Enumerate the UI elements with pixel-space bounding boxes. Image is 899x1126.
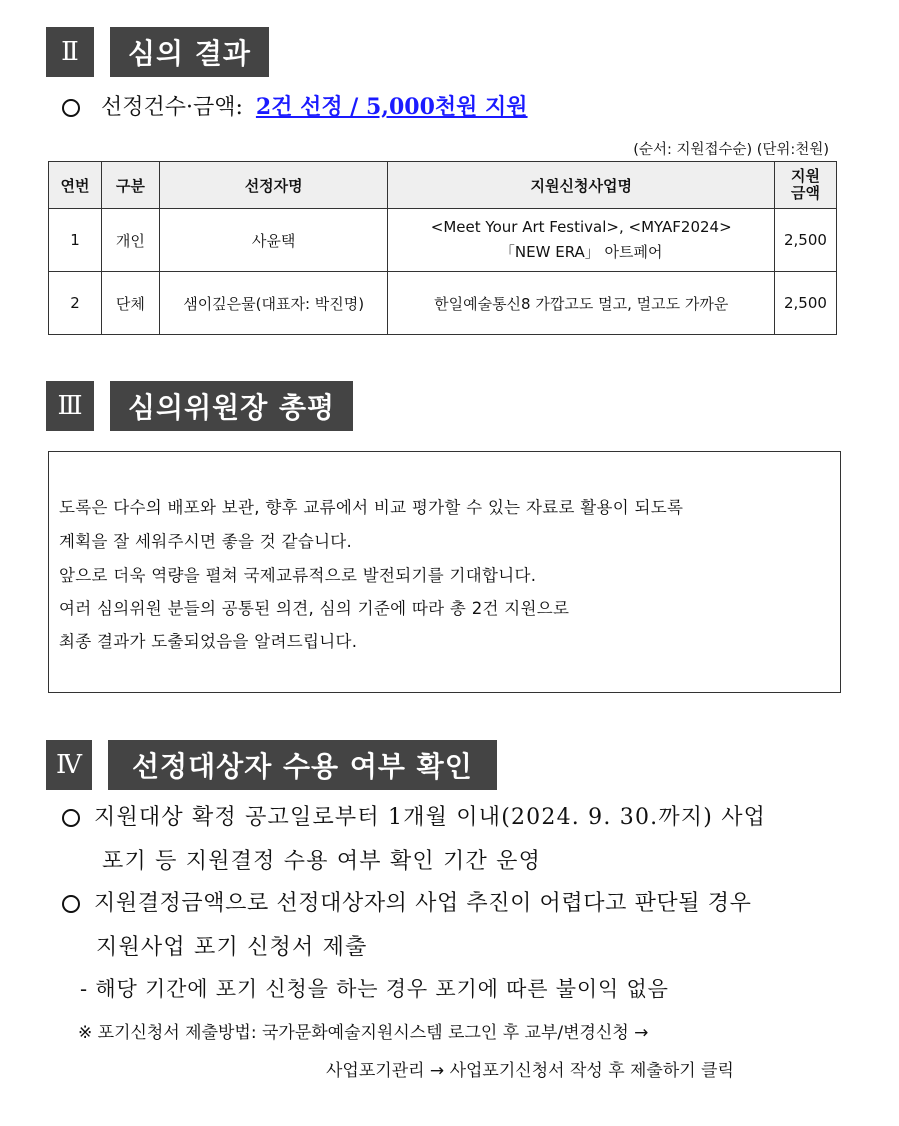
project-line-1: 한일예술통신8 가깝고도 멀고, 멀고도 가까운 (434, 294, 729, 313)
review-line: 최종 결과가 도출되었음을 알려드립니다. (59, 632, 358, 651)
note-line-2: 사업포기관리 → 사업포기신청서 작성 후 제출하기 클릭 (326, 1061, 734, 1081)
circle-bullet-icon (62, 809, 80, 827)
note-line-1: ※ 포기신청서 제출방법: 국가문화예술지원시스템 로그인 후 교부/변경신청 → (78, 1023, 649, 1043)
circle-bullet-icon (62, 99, 80, 117)
project-line-1: <Meet Your Art Festival>, <MYAF2024> (430, 218, 732, 236)
section-3-header (46, 381, 353, 431)
bullet-2 (62, 886, 751, 917)
table-row (49, 272, 837, 335)
review-line: 도록은 다수의 배포와 보관, 향후 교류에서 비교 평가할 수 있는 자료로 활용이 되도록 (59, 498, 684, 517)
review-line: 여러 심의위원 분들의 공통된 의견, 심의 기준에 따라 총 2건 지원으로 (59, 599, 570, 618)
bullet-1 (62, 800, 766, 831)
table-note: (순서: 지원접수순) (단위:천원) (633, 142, 829, 158)
review-line: 계획을 잘 세워주시면 좋을 것 같습니다. (59, 532, 353, 551)
cell-no: 1 (49, 209, 102, 272)
section-3-number: Ⅲ (46, 381, 94, 431)
section-4-title: 선정대상자 수용 여부 확인 (108, 740, 497, 790)
section-4-header (46, 740, 497, 790)
dash-item: - 해당 기간에 포기 신청을 하는 경우 포기에 따른 불이익 없음 (80, 977, 669, 1001)
section-2-number: Ⅱ (46, 27, 94, 77)
cell-project (388, 272, 774, 335)
circle-bullet-icon (62, 895, 80, 913)
col-header-type: 구분 (101, 162, 159, 209)
col-header-name: 선정자명 (159, 162, 388, 209)
summary-value: 2건 선정 / 5,000천원 지원 (255, 94, 528, 120)
col-header-project: 지원신청사업명 (388, 162, 774, 209)
selection-summary (62, 90, 528, 121)
col-header-amount: 지원 금액 (774, 162, 836, 209)
cell-project (388, 209, 774, 272)
section-2-title: 심의 결과 (110, 27, 269, 77)
section-3-title: 심의위원장 총평 (110, 381, 353, 431)
selection-results-table (48, 161, 837, 335)
review-line: 앞으로 더욱 역량을 펼쳐 국제교류적으로 발전되기를 기대합니다. (59, 566, 537, 585)
cell-type: 단체 (101, 272, 159, 335)
cell-no: 2 (49, 272, 102, 335)
chair-review-box (48, 451, 841, 693)
cell-name: 샘이깊은물(대표자: 박진명) (159, 272, 388, 335)
cell-name: 사윤택 (159, 209, 388, 272)
table-row (49, 209, 837, 272)
table-header-row (49, 162, 837, 209)
section-2-header (46, 27, 269, 77)
col-header-no: 연번 (49, 162, 102, 209)
bullet-2-line-1: 지원결정금액으로 선정대상자의 사업 추진이 어렵다고 판단될 경우 (94, 891, 752, 916)
cell-amount: 2,500 (774, 272, 836, 335)
project-line-2: 「NEW ERA」 아트페어 (499, 243, 663, 261)
cell-amount: 2,500 (774, 209, 836, 272)
bullet-1-line-1: 지원대상 확정 공고일로부터 1개월 이내(2024. 9. 30.까지) 사업 (94, 805, 767, 830)
section-4-number: Ⅳ (46, 740, 92, 790)
summary-label: 선정건수·금액: (101, 95, 243, 120)
bullet-1-cont: 포기 등 지원결정 수용 여부 확인 기간 운영 (102, 849, 542, 874)
bullet-2-cont: 지원사업 포기 신청서 제출 (96, 935, 368, 960)
cell-type: 개인 (101, 209, 159, 272)
